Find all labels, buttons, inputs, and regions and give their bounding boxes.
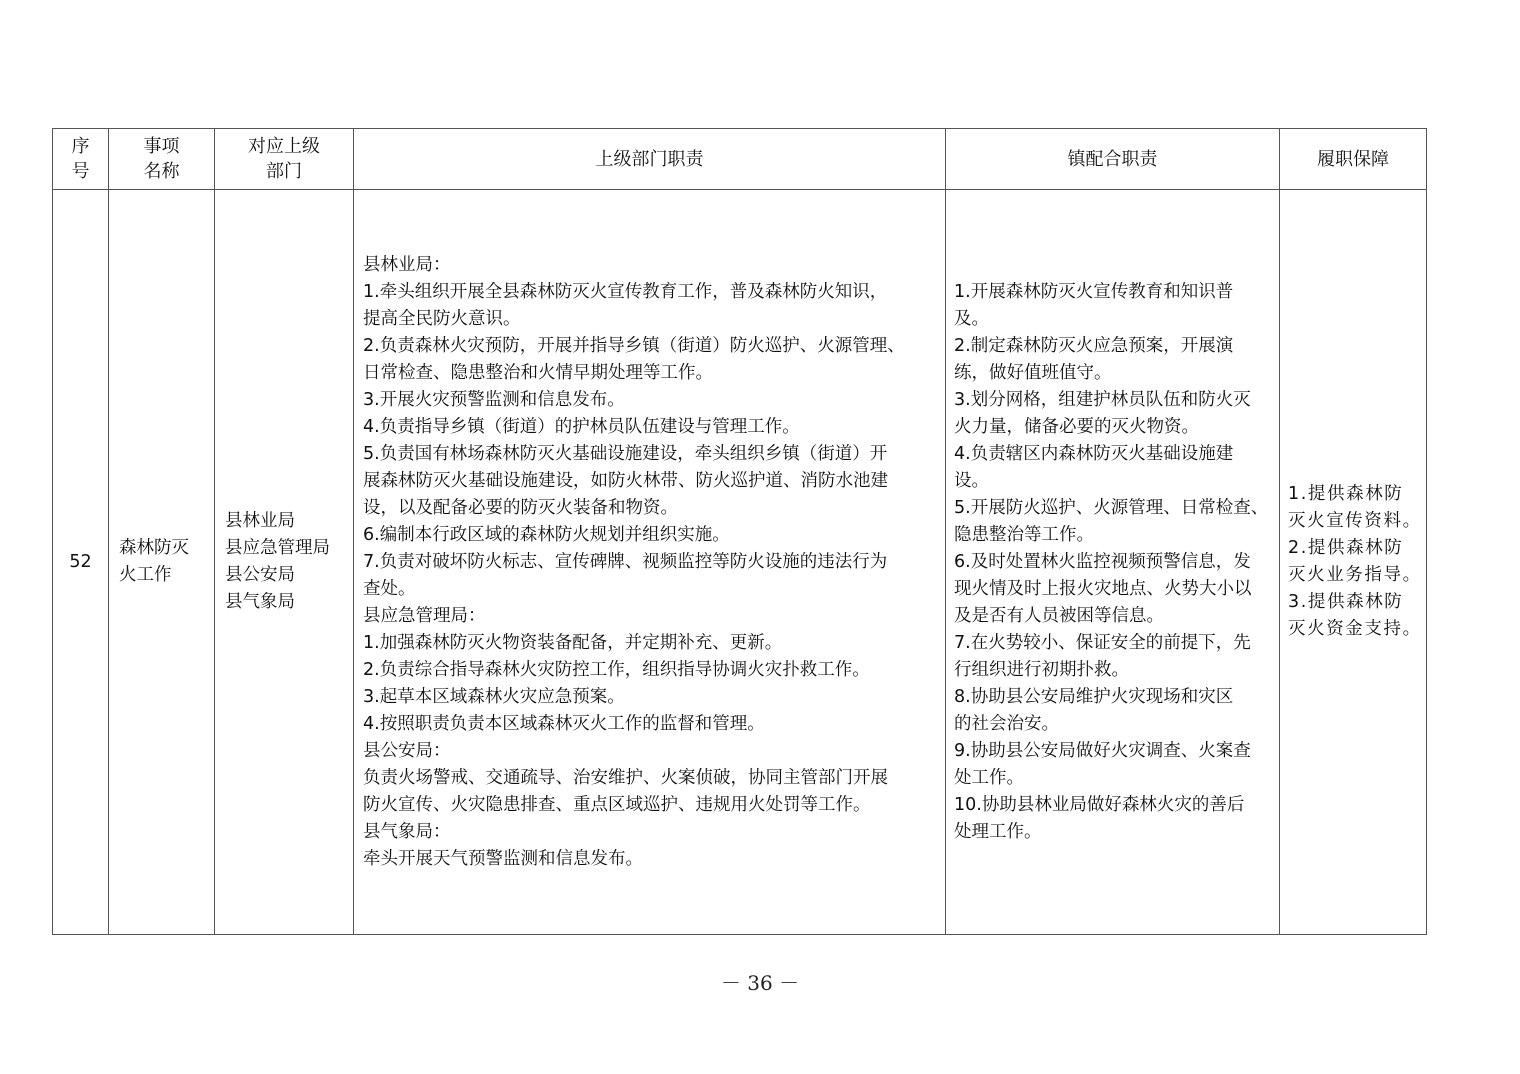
- text-line: 火工作: [119, 565, 172, 585]
- cell-item-name: [109, 190, 215, 935]
- text-line: 县应急管理局：: [363, 605, 486, 626]
- text-line: 练，做好值班值守。: [954, 362, 1112, 383]
- text-line: 灭火宣传资料。: [1288, 511, 1422, 531]
- text-line: 县林业局: [225, 511, 295, 531]
- text-line: 森林防灭: [119, 538, 189, 558]
- text-line: 处工作。: [954, 767, 1024, 788]
- text-line: 2.负责森林火灾预防，开展并指导乡镇（街道）防火巡护、火源管理、: [363, 335, 905, 356]
- text-line: 查处。: [363, 578, 416, 599]
- text-line: 现火情及时上报火灾地点、火势大小以: [954, 578, 1252, 599]
- header-duty-guarantee: 履职保障: [1280, 129, 1427, 190]
- text-line: 3.开展火灾预警监测和信息发布。: [363, 389, 625, 410]
- page-number: － 36 －: [720, 971, 800, 995]
- text-line: 的社会治安。: [954, 713, 1059, 734]
- text-line: 提高全民防火意识。: [363, 308, 521, 329]
- text-line: 灭火资金支持。: [1288, 619, 1422, 639]
- text-line: 日常检查、隐患整治和火情早期处理等工作。: [363, 362, 713, 383]
- text-line: 7.在火势较小、保证安全的前提下，先: [954, 632, 1251, 653]
- text-line: 县应急管理局: [225, 538, 330, 558]
- text-line: 防火宣传、火灾隐患排查、重点区域巡护、违规用火处罚等工作。: [363, 794, 871, 815]
- text-line: 隐患整治等工作。: [954, 524, 1094, 545]
- text-line: 设，以及配备必要的防灭火装备和物资。: [363, 497, 678, 518]
- text-line: 4.负责辖区内森林防灭火基础设施建: [954, 443, 1234, 464]
- header-item-name: 事项 名称: [109, 129, 215, 190]
- text-line: 展森林防灭火基础设施建设，如防火林带、防火巡护道、消防水池建: [363, 470, 888, 491]
- text-line: 4.按照职责负责本区域森林灭火工作的监督和管理。: [363, 713, 765, 734]
- text-line: 6.编制本行政区域的森林防火规划并组织实施。: [363, 524, 730, 545]
- text-line: 设。: [954, 470, 989, 491]
- text-line: 及。: [954, 308, 989, 329]
- text-line: 3.划分网格，组建护林员队伍和防火灭: [954, 389, 1251, 410]
- text-line: 5.负责国有林场森林防灭火基础设施建设，牵头组织乡镇（街道）开: [363, 443, 888, 464]
- header-row: [53, 129, 1427, 190]
- cell-duty-guarantee: [1280, 190, 1427, 935]
- text-line: 县林业局：: [363, 254, 451, 275]
- text-line: 2.提供森林防: [1288, 538, 1404, 558]
- text-line: 4.负责指导乡镇（街道）的护林员队伍建设与管理工作。: [363, 416, 800, 437]
- text-line: 2.制定森林防灭火应急预案，开展演: [954, 335, 1234, 356]
- duty-table: [52, 128, 1427, 935]
- text-line: 及是否有人员被困等信息。: [954, 605, 1164, 626]
- cell-superior-duties: [354, 190, 946, 935]
- text-line: 2.负责综合指导森林火灾防控工作，组织指导协调火灾扑救工作。: [363, 659, 870, 680]
- table-row: [53, 190, 1427, 935]
- text-line: 8.协助县公安局维护火灾现场和灾区: [954, 686, 1234, 707]
- text-line: 3.起草本区域森林火灾应急预案。: [363, 686, 625, 707]
- text-line: 负责火场警戒、交通疏导、治安维护、火案侦破，协同主管部门开展: [363, 767, 888, 788]
- cell-town-duties: [946, 190, 1280, 935]
- header-town-duties: 镇配合职责: [946, 129, 1280, 190]
- cell-serial-number: 52: [53, 190, 109, 935]
- text-line: 1.提供森林防: [1288, 484, 1404, 504]
- text-line: 9.协助县公安局做好火灾调查、火案查: [954, 740, 1251, 761]
- text-line: 6.及时处置林火监控视频预警信息，发: [954, 551, 1251, 572]
- text-line: 5.开展防火巡护、火源管理、日常检查、: [954, 497, 1269, 518]
- header-serial-number: 序 号: [53, 129, 109, 190]
- header-superior-department: 对应上级 部门: [215, 129, 354, 190]
- text-line: 县公安局：: [363, 740, 451, 761]
- text-line: 县气象局: [225, 592, 295, 612]
- text-line: 牵头开展天气预警监测和信息发布。: [363, 848, 643, 869]
- text-line: 10.协助县林业局做好森林火灾的善后: [954, 794, 1245, 815]
- header-superior-duties: 上级部门职责: [354, 129, 946, 190]
- text-line: 县公安局: [225, 565, 295, 585]
- text-line: 7.负责对破坏防火标志、宣传碑牌、视频监控等防火设施的违法行为: [363, 551, 888, 572]
- text-line: 火力量，储备必要的灭火物资。: [954, 416, 1199, 437]
- text-line: 处理工作。: [954, 821, 1042, 842]
- text-line: 1.牵头组织开展全县森林防灭火宣传教育工作，普及森林防火知识，: [363, 281, 888, 302]
- text-line: 灭火业务指导。: [1288, 565, 1422, 585]
- text-line: 县气象局：: [363, 821, 451, 842]
- text-line: 3.提供森林防: [1288, 592, 1404, 612]
- text-line: 1.加强森林防灭火物资装备配备，并定期补充、更新。: [363, 632, 783, 653]
- text-line: 1.开展森林防灭火宣传教育和知识普: [954, 281, 1234, 302]
- text-line: 行组织进行初期扑救。: [954, 659, 1129, 680]
- cell-departments: [215, 190, 354, 935]
